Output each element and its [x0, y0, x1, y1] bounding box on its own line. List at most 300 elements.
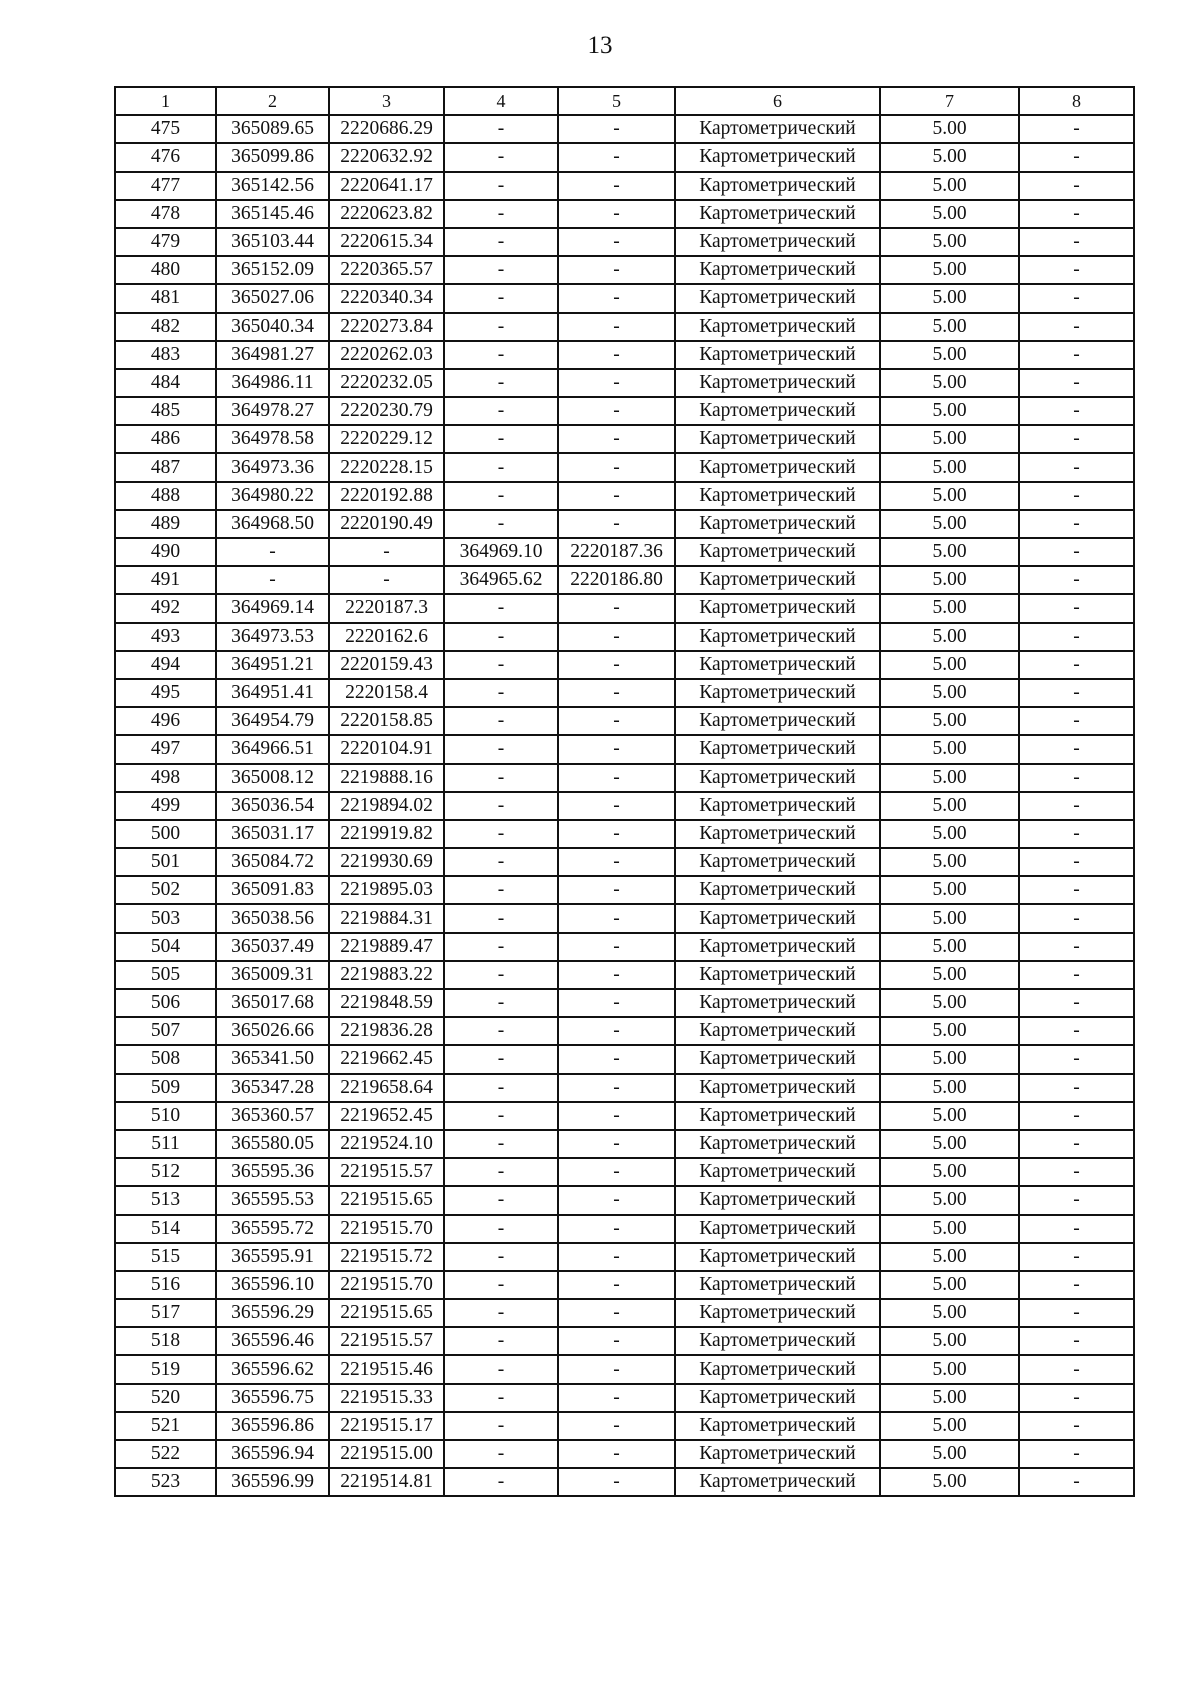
table-cell: -: [444, 228, 558, 256]
table-cell: 364969.14: [216, 594, 329, 622]
header-row: [115, 87, 1134, 115]
table-cell: 2219658.64: [329, 1074, 444, 1102]
table-cell: -: [1019, 256, 1134, 284]
table-cell: 2220187.36: [558, 538, 675, 566]
table-cell: Картометрический: [675, 1186, 880, 1214]
table-cell: -: [444, 1158, 558, 1186]
table-cell: 5.00: [880, 933, 1019, 961]
table-cell: -: [444, 651, 558, 679]
table-cell: -: [1019, 792, 1134, 820]
table-cell: 516: [115, 1271, 216, 1299]
table-cell: 365596.10: [216, 1271, 329, 1299]
table-cell: 508: [115, 1045, 216, 1073]
table-cell: -: [1019, 1355, 1134, 1383]
table-row: [115, 256, 1134, 284]
table-cell: -: [558, 1158, 675, 1186]
table-header: [115, 87, 1134, 115]
table-cell: 5.00: [880, 735, 1019, 763]
table-row: [115, 1299, 1134, 1327]
table-cell: 477: [115, 172, 216, 200]
table-cell: Картометрический: [675, 482, 880, 510]
table-cell: 365580.05: [216, 1130, 329, 1158]
table-cell: Картометрический: [675, 369, 880, 397]
table-cell: Картометрический: [675, 172, 880, 200]
table-cell: -: [216, 566, 329, 594]
table-cell: 5.00: [880, 764, 1019, 792]
table-cell: 365595.72: [216, 1215, 329, 1243]
table-cell: -: [444, 1017, 558, 1045]
table-cell: 364978.27: [216, 397, 329, 425]
table-cell: 364973.36: [216, 453, 329, 481]
table-cell: 2220340.34: [329, 284, 444, 312]
table-cell: 5.00: [880, 651, 1019, 679]
table-cell: -: [558, 397, 675, 425]
table-cell: 365596.75: [216, 1384, 329, 1412]
table-row: [115, 820, 1134, 848]
table-cell: -: [558, 1412, 675, 1440]
table-cell: 2219515.65: [329, 1299, 444, 1327]
table-cell: 484: [115, 369, 216, 397]
table-cell: 365103.44: [216, 228, 329, 256]
table-cell: 509: [115, 1074, 216, 1102]
table-cell: 365026.66: [216, 1017, 329, 1045]
table-cell: 2220632.92: [329, 143, 444, 171]
table-cell: -: [1019, 1412, 1134, 1440]
table-cell: Картометрический: [675, 313, 880, 341]
table-cell: 364951.21: [216, 651, 329, 679]
table-cell: -: [558, 735, 675, 763]
table-cell: 483: [115, 341, 216, 369]
table-cell: 5.00: [880, 989, 1019, 1017]
table-cell: 498: [115, 764, 216, 792]
table-cell: 364986.11: [216, 369, 329, 397]
table-cell: 5.00: [880, 1215, 1019, 1243]
table-cell: -: [444, 623, 558, 651]
table-cell: 2219895.03: [329, 876, 444, 904]
table-cell: 365089.65: [216, 115, 329, 143]
table-cell: 2219515.65: [329, 1186, 444, 1214]
table-cell: 364978.58: [216, 425, 329, 453]
table-cell: -: [1019, 876, 1134, 904]
table-cell: -: [444, 1271, 558, 1299]
column-header: 7: [880, 87, 1019, 115]
table-cell: 365595.53: [216, 1186, 329, 1214]
table-cell: -: [558, 200, 675, 228]
table-row: [115, 566, 1134, 594]
table-cell: -: [558, 1243, 675, 1271]
table-cell: -: [444, 792, 558, 820]
table-cell: -: [1019, 228, 1134, 256]
table-cell: -: [1019, 1327, 1134, 1355]
table-row: [115, 989, 1134, 1017]
table-cell: -: [558, 1102, 675, 1130]
table-cell: 2219515.72: [329, 1243, 444, 1271]
table-cell: Картометрический: [675, 566, 880, 594]
table-cell: -: [1019, 651, 1134, 679]
table-cell: -: [1019, 1158, 1134, 1186]
table-cell: -: [1019, 1299, 1134, 1327]
table-cell: -: [444, 425, 558, 453]
table-cell: Картометрический: [675, 1355, 880, 1383]
table-cell: 365596.46: [216, 1327, 329, 1355]
table-cell: 364980.22: [216, 482, 329, 510]
table-cell: 365596.94: [216, 1440, 329, 1468]
table-cell: 510: [115, 1102, 216, 1130]
table-cell: -: [1019, 1045, 1134, 1073]
table-cell: -: [444, 679, 558, 707]
table-cell: 2220365.57: [329, 256, 444, 284]
table-cell: -: [558, 707, 675, 735]
table-cell: 519: [115, 1355, 216, 1383]
table-cell: 2219889.47: [329, 933, 444, 961]
table-cell: 2220186.80: [558, 566, 675, 594]
table-cell: 365009.31: [216, 961, 329, 989]
table-cell: -: [1019, 735, 1134, 763]
table-cell: 365347.28: [216, 1074, 329, 1102]
table-cell: 513: [115, 1186, 216, 1214]
table-row: [115, 143, 1134, 171]
table-cell: -: [558, 1440, 675, 1468]
table-cell: Картометрический: [675, 651, 880, 679]
table-cell: 5.00: [880, 228, 1019, 256]
table-cell: 494: [115, 651, 216, 679]
table-row: [115, 425, 1134, 453]
table-cell: 5.00: [880, 1384, 1019, 1412]
column-header: 6: [675, 87, 880, 115]
table-row: [115, 397, 1134, 425]
table-cell: -: [444, 172, 558, 200]
table-cell: -: [444, 284, 558, 312]
table-cell: Картометрический: [675, 510, 880, 538]
table-cell: -: [1019, 707, 1134, 735]
table-cell: -: [1019, 594, 1134, 622]
table-cell: -: [444, 848, 558, 876]
table-cell: -: [1019, 566, 1134, 594]
table-cell: 5.00: [880, 200, 1019, 228]
table-cell: Картометрический: [675, 115, 880, 143]
table-cell: 5.00: [880, 1243, 1019, 1271]
table-cell: 492: [115, 594, 216, 622]
table-row: [115, 707, 1134, 735]
table-cell: Картометрический: [675, 820, 880, 848]
table-cell: -: [444, 1327, 558, 1355]
table-cell: 2219888.16: [329, 764, 444, 792]
table-cell: -: [558, 1271, 675, 1299]
table-cell: 5.00: [880, 1327, 1019, 1355]
table-row: [115, 200, 1134, 228]
table-cell: 364966.51: [216, 735, 329, 763]
table-cell: -: [558, 1468, 675, 1496]
table-cell: -: [444, 735, 558, 763]
table-cell: -: [1019, 904, 1134, 932]
table-cell: 5.00: [880, 397, 1019, 425]
table-row: [115, 594, 1134, 622]
table-cell: 2219514.81: [329, 1468, 444, 1496]
table-cell: 2219894.02: [329, 792, 444, 820]
table-row: [115, 904, 1134, 932]
table-cell: -: [558, 1327, 675, 1355]
table-cell: 365596.62: [216, 1355, 329, 1383]
column-header: 8: [1019, 87, 1134, 115]
table-cell: -: [1019, 961, 1134, 989]
table-cell: 365040.34: [216, 313, 329, 341]
table-cell: -: [1019, 313, 1134, 341]
table-cell: 5.00: [880, 425, 1019, 453]
table-cell: 2219919.82: [329, 820, 444, 848]
table-cell: -: [444, 764, 558, 792]
table-cell: Картометрический: [675, 228, 880, 256]
table-cell: 365099.86: [216, 143, 329, 171]
table-cell: 364965.62: [444, 566, 558, 594]
table-cell: 504: [115, 933, 216, 961]
table-cell: 5.00: [880, 1102, 1019, 1130]
table-row: [115, 1045, 1134, 1073]
table-cell: 5.00: [880, 623, 1019, 651]
table-cell: 2220641.17: [329, 172, 444, 200]
table-cell: -: [558, 1074, 675, 1102]
table-row: [115, 510, 1134, 538]
table-cell: -: [444, 1299, 558, 1327]
table-cell: 5.00: [880, 679, 1019, 707]
table-cell: 5.00: [880, 369, 1019, 397]
table-cell: 5.00: [880, 1468, 1019, 1496]
table-cell: -: [444, 1130, 558, 1158]
table-cell: -: [1019, 115, 1134, 143]
table-cell: 5.00: [880, 482, 1019, 510]
table-cell: -: [444, 397, 558, 425]
table-cell: 2219652.45: [329, 1102, 444, 1130]
table-cell: -: [558, 369, 675, 397]
column-header: 2: [216, 87, 329, 115]
table-cell: 497: [115, 735, 216, 763]
table-cell: 365036.54: [216, 792, 329, 820]
table-cell: 2220229.12: [329, 425, 444, 453]
table-cell: 5.00: [880, 143, 1019, 171]
table-row: [115, 1215, 1134, 1243]
table-cell: 487: [115, 453, 216, 481]
table-row: [115, 284, 1134, 312]
table-cell: Картометрический: [675, 1299, 880, 1327]
table-cell: 365084.72: [216, 848, 329, 876]
table-cell: -: [558, 1045, 675, 1073]
table-cell: Картометрический: [675, 538, 880, 566]
table-cell: -: [444, 256, 558, 284]
table-row: [115, 1243, 1134, 1271]
table-cell: -: [1019, 397, 1134, 425]
table-cell: -: [558, 510, 675, 538]
table-cell: 5.00: [880, 1299, 1019, 1327]
table-cell: 365027.06: [216, 284, 329, 312]
table-cell: 520: [115, 1384, 216, 1412]
table-cell: Картометрический: [675, 594, 880, 622]
table-cell: -: [1019, 679, 1134, 707]
table-cell: -: [444, 876, 558, 904]
table-cell: Картометрический: [675, 453, 880, 481]
table-cell: 512: [115, 1158, 216, 1186]
table-cell: 2220686.29: [329, 115, 444, 143]
table-cell: -: [558, 848, 675, 876]
table-row: [115, 792, 1134, 820]
table-cell: -: [444, 1440, 558, 1468]
table-cell: 522: [115, 1440, 216, 1468]
table-cell: 2219515.70: [329, 1215, 444, 1243]
table-cell: 2219515.70: [329, 1271, 444, 1299]
table-cell: 5.00: [880, 1045, 1019, 1073]
table-cell: 496: [115, 707, 216, 735]
table-row: [115, 651, 1134, 679]
table-cell: -: [558, 594, 675, 622]
table-cell: -: [1019, 1186, 1134, 1214]
table-cell: 499: [115, 792, 216, 820]
table-cell: -: [444, 1074, 558, 1102]
table-cell: 5.00: [880, 453, 1019, 481]
table-cell: Картометрический: [675, 679, 880, 707]
table-cell: 5.00: [880, 341, 1019, 369]
table-cell: -: [444, 904, 558, 932]
table-cell: 2219662.45: [329, 1045, 444, 1073]
table-cell: Картометрический: [675, 1074, 880, 1102]
table-cell: 365595.36: [216, 1158, 329, 1186]
table-cell: Картометрический: [675, 1384, 880, 1412]
table-cell: 486: [115, 425, 216, 453]
table-cell: 2220190.49: [329, 510, 444, 538]
table-cell: 495: [115, 679, 216, 707]
table-cell: Картометрический: [675, 989, 880, 1017]
table-cell: Картометрический: [675, 764, 880, 792]
table-cell: 490: [115, 538, 216, 566]
table-cell: 365017.68: [216, 989, 329, 1017]
table-cell: -: [444, 1045, 558, 1073]
table-cell: -: [444, 1215, 558, 1243]
table-cell: -: [1019, 369, 1134, 397]
table-cell: -: [444, 1468, 558, 1496]
table-cell: -: [1019, 482, 1134, 510]
table-cell: -: [1019, 1440, 1134, 1468]
table-cell: -: [558, 623, 675, 651]
table-cell: -: [1019, 1215, 1134, 1243]
table-row: [115, 482, 1134, 510]
table-row: [115, 369, 1134, 397]
table-cell: 517: [115, 1299, 216, 1327]
table-cell: 5.00: [880, 172, 1019, 200]
table-cell: 475: [115, 115, 216, 143]
table-row: [115, 1158, 1134, 1186]
table-cell: -: [558, 482, 675, 510]
table-cell: 5.00: [880, 538, 1019, 566]
table-cell: 5.00: [880, 1130, 1019, 1158]
table-cell: 2219515.46: [329, 1355, 444, 1383]
table-cell: Картометрический: [675, 1412, 880, 1440]
table-cell: 523: [115, 1468, 216, 1496]
table-cell: 365596.99: [216, 1468, 329, 1496]
table-cell: 2219884.31: [329, 904, 444, 932]
table-cell: Картометрический: [675, 1271, 880, 1299]
table-cell: Картометрический: [675, 1158, 880, 1186]
table-cell: 2219515.00: [329, 1440, 444, 1468]
table-body: [115, 115, 1134, 1496]
table-cell: 485: [115, 397, 216, 425]
column-header: 3: [329, 87, 444, 115]
table-cell: 2219524.10: [329, 1130, 444, 1158]
table-row: [115, 1327, 1134, 1355]
table-cell: -: [558, 933, 675, 961]
table-cell: 5.00: [880, 1158, 1019, 1186]
table-cell: -: [558, 820, 675, 848]
table-cell: 5.00: [880, 876, 1019, 904]
table-cell: -: [1019, 1468, 1134, 1496]
table-cell: -: [558, 228, 675, 256]
table-cell: -: [1019, 1102, 1134, 1130]
table-cell: -: [1019, 143, 1134, 171]
table-cell: 2220104.91: [329, 735, 444, 763]
table-cell: -: [1019, 933, 1134, 961]
table-cell: -: [1019, 538, 1134, 566]
table-cell: 365152.09: [216, 256, 329, 284]
table-cell: 2220162.6: [329, 623, 444, 651]
table-cell: 365596.29: [216, 1299, 329, 1327]
table-cell: 501: [115, 848, 216, 876]
table-cell: 365360.57: [216, 1102, 329, 1130]
table-cell: Картометрический: [675, 876, 880, 904]
table-cell: -: [1019, 284, 1134, 312]
table-cell: 476: [115, 143, 216, 171]
table-cell: 511: [115, 1130, 216, 1158]
table-cell: 502: [115, 876, 216, 904]
table-cell: -: [444, 989, 558, 1017]
table-cell: 507: [115, 1017, 216, 1045]
table-cell: Картометрический: [675, 904, 880, 932]
table-cell: 5.00: [880, 1186, 1019, 1214]
table-cell: -: [558, 172, 675, 200]
table-cell: 2219515.57: [329, 1158, 444, 1186]
table-row: [115, 1017, 1134, 1045]
table-cell: Картометрический: [675, 256, 880, 284]
table-cell: -: [558, 989, 675, 1017]
table-cell: 2220192.88: [329, 482, 444, 510]
table-cell: Картометрический: [675, 1045, 880, 1073]
table-cell: 488: [115, 482, 216, 510]
table-row: [115, 1271, 1134, 1299]
table-row: [115, 453, 1134, 481]
table-row: [115, 1440, 1134, 1468]
table-cell: -: [1019, 1271, 1134, 1299]
table-cell: -: [558, 284, 675, 312]
table-cell: 2220228.15: [329, 453, 444, 481]
table-row: [115, 1074, 1134, 1102]
table-cell: 5.00: [880, 510, 1019, 538]
table-cell: 2219848.59: [329, 989, 444, 1017]
table-cell: 365595.91: [216, 1243, 329, 1271]
table-cell: Картометрический: [675, 1215, 880, 1243]
table-cell: 364951.41: [216, 679, 329, 707]
table-cell: 365031.17: [216, 820, 329, 848]
table-cell: 364969.10: [444, 538, 558, 566]
table-cell: -: [1019, 623, 1134, 651]
table-cell: -: [444, 369, 558, 397]
table-cell: 514: [115, 1215, 216, 1243]
table-cell: -: [1019, 1017, 1134, 1045]
table-cell: Картометрический: [675, 284, 880, 312]
table-cell: -: [444, 1243, 558, 1271]
table-cell: -: [444, 933, 558, 961]
table-cell: 500: [115, 820, 216, 848]
table-cell: -: [558, 1299, 675, 1327]
table-cell: 5.00: [880, 284, 1019, 312]
table-cell: 2220158.4: [329, 679, 444, 707]
table-cell: Картометрический: [675, 1130, 880, 1158]
table-cell: 5.00: [880, 313, 1019, 341]
table-cell: 364973.53: [216, 623, 329, 651]
